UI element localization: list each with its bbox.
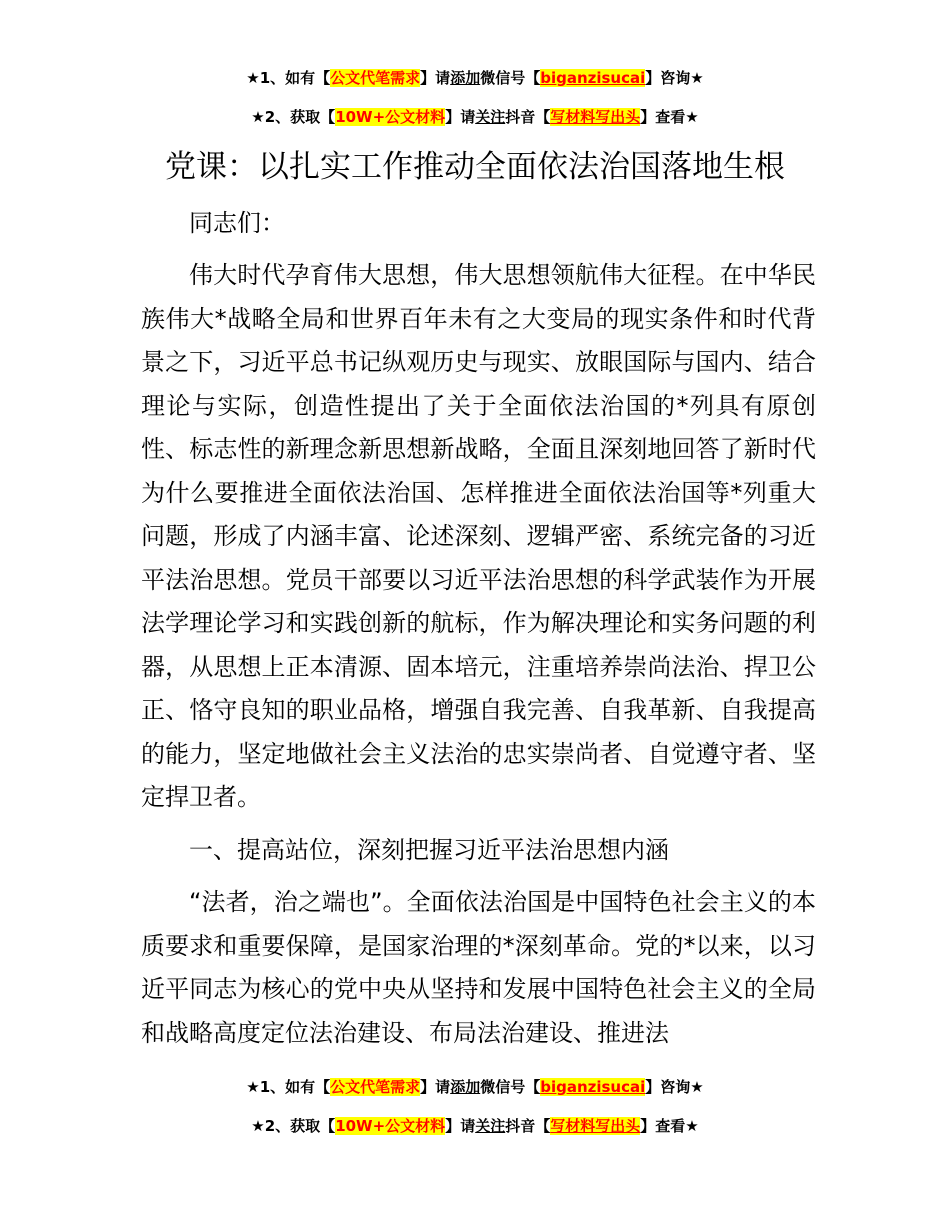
banner-underlined-text: 添加 bbox=[450, 1078, 481, 1096]
banner-highlight: 公文代笔需求 bbox=[330, 69, 421, 87]
banner-douyin-id: 写材料写出头 bbox=[550, 1117, 641, 1135]
banner-text: 】请 bbox=[445, 108, 476, 126]
banner-underlined-text: 添加 bbox=[450, 69, 481, 87]
banner-highlight: 公文代笔需求 bbox=[330, 1078, 421, 1096]
banner-highlight: 10W+公文材料 bbox=[335, 1117, 446, 1135]
banner-text: 】查看★ bbox=[640, 1117, 699, 1135]
paragraph: 伟大时代孕育伟大思想，伟大思想领航伟大征程。在中华民族伟大*战略全局和世界百年未有之大变局的现实条件和时代背景之下，习近平总书记纵观历史与现实、放眼国际与国内、结合理论与实际，创造性提出了关于全面依法治国的*列具有原创性、标志性的新理念新思想新战略，全面且深刻地回答了新时代为什么要推进全面依法治国、怎样推进全面依法治国等*列重大问题，形成了内涵丰富、论述深刻、逻辑严密、系统完备的习近平法治思想。党员干部要以习近平法治思想的科学武装作为开展法学理论学习和实践创新的航标，作为解决理论和实务问题的利器，从思想上正本清源、固本培元，注重培养崇尚法治、捍卫公正、恪守良知的职业品格，增强自我完善、自我革新、自我提高的能力，坚定地做社会主义法治的忠实崇尚者、自觉遵守者、坚定捍卫者。 bbox=[141, 261, 816, 811]
banner-text: 】咨询★ bbox=[645, 69, 704, 87]
banner-underlined-text: 关注 bbox=[475, 1117, 506, 1135]
banner-text: 】咨询★ bbox=[645, 1078, 704, 1096]
banner-text: 抖音【 bbox=[505, 108, 551, 126]
banner-text: 】请 bbox=[445, 1117, 476, 1135]
banner-underlined-text: 关注 bbox=[475, 108, 506, 126]
document-title: 党课：以扎实工作推动全面依法治国落地生根 bbox=[165, 149, 785, 185]
banner-text: ★2、获取【 bbox=[251, 108, 336, 126]
banner-text: 】请 bbox=[420, 1078, 451, 1096]
banner-text: 】查看★ bbox=[640, 108, 699, 126]
banner-text: ★2、获取【 bbox=[251, 1117, 336, 1135]
banner-highlight: 10W+公文材料 bbox=[335, 108, 446, 126]
banner-text: 】请 bbox=[420, 69, 451, 87]
top-banner-line-1 bbox=[0, 68, 950, 88]
banner-douyin-id: 写材料写出头 bbox=[550, 108, 641, 126]
banner-text: ★1、如有【 bbox=[246, 69, 331, 87]
banner-text: ★1、如有【 bbox=[246, 1078, 331, 1096]
banner-text: 抖音【 bbox=[505, 1117, 551, 1135]
bottom-banner-line-1 bbox=[0, 1077, 950, 1097]
banner-text: 微信号【 bbox=[480, 69, 541, 87]
banner-wechat-id: biganzisucai bbox=[540, 1078, 646, 1096]
salutation: 同志们： bbox=[189, 209, 285, 237]
paragraph: “法者，治之端也”。全面依法治国是中国特色社会主义的本质要求和重要保障，是国家治理的*深刻革命。党的*以来，以习近平同志为核心的党中央从坚持和发展中国特色社会主义的全局和战略高度定位法治建设、布局法治建设、推进法 bbox=[141, 888, 816, 1047]
section-heading: 一、提高站位，深刻把握习近平法治思想内涵 bbox=[189, 836, 669, 864]
banner-wechat-id: biganzisucai bbox=[540, 69, 646, 87]
banner-text: 微信号【 bbox=[480, 1078, 541, 1096]
top-banner-line-2 bbox=[0, 107, 950, 127]
bottom-banner-line-2 bbox=[0, 1116, 950, 1136]
